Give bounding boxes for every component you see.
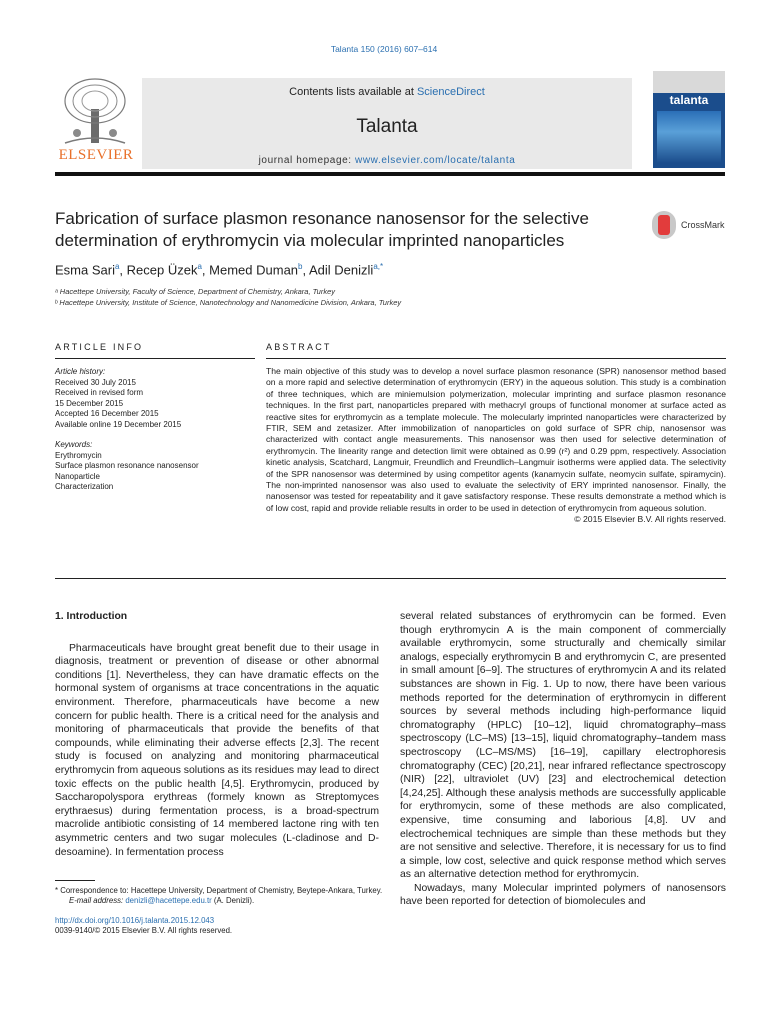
crossmark-label: CrossMark bbox=[681, 220, 725, 230]
abstract-divider bbox=[266, 358, 726, 359]
front-matter-divider bbox=[55, 578, 726, 579]
affiliation-a: ᵃ Hacettepe University, Faculty of Science, Department of Chemistry, Ankara, Turkey bbox=[55, 287, 336, 296]
body-paragraph: Nowadays, many Molecular imprinted polymers of nanosensors have been reported for detection of biomolecules and bbox=[400, 882, 726, 908]
email-note bbox=[55, 896, 385, 906]
homepage-link[interactable]: www.elsevier.com/locate/talanta bbox=[355, 155, 516, 166]
author-affiliation-mark[interactable]: b bbox=[298, 262, 303, 271]
email-suffix: (A. Denizli). bbox=[211, 896, 255, 905]
author-affiliation-mark[interactable]: a,* bbox=[373, 262, 384, 271]
keywords-label: Keywords: bbox=[55, 440, 93, 449]
journal-citation[interactable]: Talanta 150 (2016) 607–614 bbox=[330, 44, 438, 54]
keyword: Erythromycin bbox=[55, 450, 102, 460]
crossmark-badge[interactable] bbox=[652, 211, 732, 241]
footnote-divider bbox=[55, 880, 95, 881]
abstract-body bbox=[266, 366, 726, 526]
keyword: Surface plasmon resonance nanosensor bbox=[55, 461, 199, 470]
contents-line bbox=[142, 86, 632, 98]
author-name[interactable]: Recep Üzek bbox=[126, 262, 198, 278]
history-label: Article history: bbox=[55, 367, 106, 376]
left-column bbox=[55, 610, 379, 859]
correspondence-note: * Correspondence to: Hacettepe University, Department of Chemistry, Beytepe-Ankara, Turkey. bbox=[55, 886, 383, 895]
history-item: Received in revised form bbox=[55, 388, 144, 397]
issn-line: 0039-9140/© 2015 Elsevier B.V. All rights reserved. bbox=[55, 926, 233, 935]
homepage-prefix: journal homepage: bbox=[258, 155, 356, 166]
abstract-copyright: © 2015 Elsevier B.V. All rights reserved. bbox=[574, 514, 726, 525]
email-link[interactable]: denizli@hacettepe.edu.tr bbox=[125, 896, 212, 905]
keyword: Nanoparticle bbox=[55, 471, 100, 481]
cover-title: talanta bbox=[669, 93, 709, 107]
journal-header bbox=[55, 71, 725, 169]
history-item: 15 December 2015 bbox=[55, 398, 124, 408]
contents-prefix: Contents lists available at bbox=[289, 86, 417, 98]
author-affiliation-mark[interactable]: a bbox=[114, 262, 120, 271]
author-list: Esma Sari$^a$, Recep Üzek$^a$, Memed Duman$^b$, Adil Denizli$^{a,*}$ bbox=[55, 262, 384, 278]
doi-link[interactable]: http://dx.doi.org/10.1016/j.talanta.2015.12.043 bbox=[55, 916, 215, 925]
author-name[interactable]: Adil Denizli bbox=[309, 262, 374, 278]
article-info-heading: ARTICLE INFO bbox=[55, 342, 144, 352]
journal-cover[interactable] bbox=[653, 71, 725, 168]
affiliation-b: ᵇ Hacettepe University, Institute of Science, Nanotechnology and Nanomedicine Division, Ankara, Turkey bbox=[55, 298, 402, 307]
body-paragraph: several related substances of erythromycin can be formed. Even though erythromycin A is the main component of commercially available erythromycin, some structurally and chemically similar analogs, especially erythromycin B and erythromycin C, are presented in small amount [6–9]. The structures of erythromycin A and its related substances are shown in Fig. 1. Up to now, there have been various methods reported for the determination of erythromycin in different sources by several methods including high-performance liquid chromatography (HPLC) [10–12], liquid chromatography–mass spectroscopy (LC–MS) [13–15], liquid chromatography–tandem mass spectroscopy (LC–MS/MS) [16–19], capillary electrophoresis chromatography (CEC) [20,21], near infrared reflectance spectroscopy (NIR) [22], ultraviolet (UV) [23] and electrochemical detection [4,24,25]. Although these analysis methods are successfully applicable for erythromycin, some of these methods are also complicated, expensive, time consuming and laborious [4,8]. UV and electrochemical techniques are simple than these methods but they are not sensitive and selective. Therefore, it is necessary for us to find a simple, low cost, selective and quick response method which serves as an alternative detection method for erythromycin. bbox=[400, 611, 726, 881]
history-item: Available online 19 December 2015 bbox=[55, 419, 182, 429]
article-title: Fabrication of surface plasmon resonance nanosensor for the selective determination of erythromycin via molecular imprinted nanoparticles bbox=[55, 209, 589, 250]
section-heading: 1. Introduction bbox=[55, 611, 128, 622]
author-name[interactable]: Esma Sari bbox=[55, 262, 115, 278]
right-column bbox=[400, 610, 726, 909]
header-divider bbox=[55, 172, 725, 176]
journal-homepage bbox=[142, 155, 632, 166]
author-affiliation-mark[interactable]: a bbox=[197, 262, 202, 271]
journal-banner bbox=[142, 78, 632, 169]
footnotes bbox=[55, 886, 385, 936]
body-paragraph: Pharmaceuticals have brought great benefit due to their usage in diagnosis, treatment or prevention of disease or other abnormal conditions [1]. Nevertheless, they can have dramatic effects on the hormonal system of organisms at trace concentrations in the aquatic environment. Therefore, pharmaceuticals have become a new concern for public health. There is a critical need for the analysis and monitoring of pharmaceuticals that provide the benefits of that compounds, while eliminating their adverse effects [2,3]. The recent study is focused on analyzing and monitoring pharmaceutical erythromycin from aqueous solutions as its residues may lead to direct toxic effects on the public health [4,5]. Erythromycin, produced by Saccharopolyspora erythreas (formely known as Streptomyces erythraesus) during fermentation process, is a broad-spectrum macrolide antibiotic consisting of 14 membered lactone ring with ten asymmetric centers and two sugar molecules (L-cladinose and D-desoamine). In fermentation process bbox=[55, 642, 379, 858]
abstract-heading: ABSTRACT bbox=[266, 342, 332, 352]
journal-title: Talanta bbox=[356, 116, 418, 137]
author-name[interactable]: Memed Duman bbox=[209, 262, 299, 278]
article-info bbox=[55, 367, 255, 493]
history-item: Accepted 16 December 2015 bbox=[55, 409, 159, 418]
crossmark-icon bbox=[652, 211, 676, 239]
elsevier-wordmark: ELSEVIER bbox=[58, 147, 134, 163]
email-label: E-mail address: bbox=[69, 896, 126, 905]
sciencedirect-link[interactable]: ScienceDirect bbox=[416, 86, 485, 98]
history-item: Received 30 July 2015 bbox=[55, 377, 136, 387]
abstract-text: The main objective of this study was to develop a novel surface plasmon resonance (SPR) nanosensor method based on a more rapid and selective determination of erythromycin (ERY) in the aqueous solution. This study is a combination of three techniques, which are miniemulsion polymerization, molecular imprinting and surface plasmon resonance techniques. In the first part, nanoparticles prepared with methacryl groups of functional monomer at surface acted as reactive sites for erythromycin as a template molecule. The molecularly imprinted nanoparticles were characterized by FTIR, SEM and zetasizer. After immobilization of nanoparticles on gold surface of SPR chip, nanosensor was characterized with contact angle measurements. This nanosensor was then used for selective determination of erythromycin. The linearity range and detection limit were obtained as 0.99 (r²) and 0.29 ppm, respectively. Association kinetic analysis, Scatchard, Langmuir, Freundlich and Freundlich–Langmuir isotherms were applied data. The selectivity of the SPR nanosensor was determined by using competitor agents (kanamycin sulfate, neomycin sulfate, spiramycin). The non-imprinted nanosensor was also used to evaluate the selectivity of ERY imprinted nanosensor. Finally, the nanosensor was tested for repeatability and it gave satisfactory response. These results demonstrate a method which is of low cost, rapid and provide reliable results in order to be used in detection of erythromycin from aqueous solution. bbox=[266, 366, 726, 513]
info-divider bbox=[55, 358, 255, 359]
keyword: Characterization bbox=[55, 482, 114, 491]
